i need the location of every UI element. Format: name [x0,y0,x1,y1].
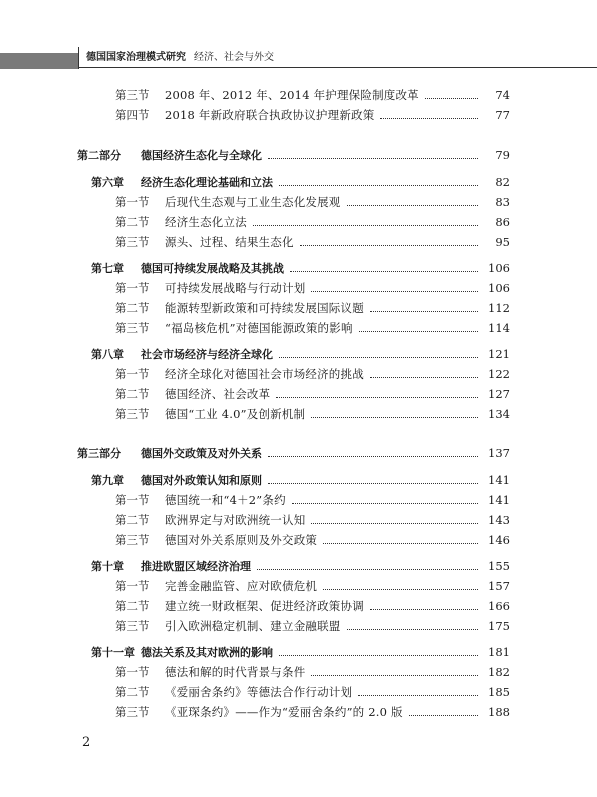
toc-chapter-row[interactable] [0,258,597,278]
toc-entry-label: 第二节 [115,599,150,613]
toc-entry-page: 143 [488,513,510,527]
toc-section-row[interactable] [0,662,597,682]
toc-entry-heading [0,234,294,250]
dot-leader [311,416,478,418]
dot-leader [268,482,478,484]
toc-entry-heading [0,320,353,336]
toc-entry-title: 德国“工业 4.0”及创新机制 [165,407,306,421]
dot-leader [370,376,478,378]
toc-section-row[interactable] [0,232,597,252]
toc-entry-page: 106 [488,281,510,295]
toc-entry-heading [0,684,352,700]
toc-section-row[interactable] [0,105,597,125]
dot-leader [253,224,478,226]
toc-entry-title: 德国外交政策及对外关系 [141,447,262,460]
toc-entry-page: 141 [488,473,510,487]
toc-entry-title: 建立统一财政框架、促进经济政策协调 [165,599,364,613]
toc-entry-label: 第一节 [115,579,150,593]
toc-entry-title: 后现代生态观与工业生态化发展观 [165,195,341,209]
toc-entry-page: 134 [488,407,510,421]
toc-entry-page: 106 [488,261,510,275]
dot-leader [323,542,478,544]
toc-entry-page: 95 [495,235,510,249]
toc-entry-title: 德法和解的时代背景与条件 [165,665,306,679]
book-title: 德国国家治理模式研究 [86,52,186,63]
toc-entry-title: 德国可持续发展战略及其挑战 [141,262,284,275]
toc-entry-page: 182 [488,665,510,679]
dot-leader [268,157,478,159]
toc-section-row[interactable] [0,278,597,298]
toc-entry-title: 经济全球化对德国社会市场经济的挑战 [165,367,364,381]
toc-entry-label: 第十一章 [91,646,135,659]
toc-entry-label: 第十章 [91,560,124,573]
toc-entry-heading [0,107,374,123]
dot-leader [323,588,478,590]
dot-leader [409,714,478,716]
toc-entry-title: 德国对外关系原则及外交政策 [165,533,318,547]
dot-leader [279,184,478,186]
toc-chapter-row[interactable] [0,556,597,576]
dot-leader [290,270,478,272]
toc-entry-heading [0,87,419,103]
dot-leader [311,522,478,524]
toc-entry-heading [0,644,273,660]
toc-entry-title: 引入欧洲稳定机制、建立金融联盟 [165,619,341,633]
toc-entry-title: 《爱丽舍条约》等德法合作行动计划 [165,685,353,699]
toc-entry-title: 经济生态化理论基础和立法 [141,176,273,189]
toc-entry-heading [0,492,286,508]
dot-leader [268,455,478,457]
toc-entry-page: 127 [488,387,510,401]
toc-entry-label: 第三节 [115,235,150,249]
toc-entry-heading [0,194,341,210]
toc-entry-page: 74 [495,88,510,102]
toc-entry-title: 德国经济生态化与全球化 [141,149,262,162]
toc-entry-page: 157 [488,579,510,593]
toc-section-row[interactable] [0,85,597,105]
toc-entry-title: 《亚琛条约》——作为“爱丽舍条约”的 2.0 版 [165,705,403,719]
toc-entry-label: 第一节 [115,665,150,679]
toc-section-row[interactable] [0,510,597,530]
toc-entry-page: 122 [488,367,510,381]
toc-section-row[interactable] [0,702,597,722]
toc-entry-title: 经济生态化立法 [165,215,247,229]
toc-entry-label: 第三节 [115,533,150,547]
toc-entry-title: 德国对外政策认知和原则 [141,474,262,487]
toc-entry-page: 175 [488,619,510,633]
toc-chapter-row[interactable] [0,172,597,192]
dot-leader [292,502,478,504]
toc-entry-label: 第二节 [115,215,150,229]
toc-entry-page: 155 [488,559,510,573]
toc-entry-heading [0,512,305,528]
dot-leader [370,608,478,610]
toc-entry-page: 141 [488,493,510,507]
toc-entry-title: 2018 年新政府联合执政协议护理新政策 [165,108,375,122]
toc-entry-title: “福岛核危机”对德国能源政策的影响 [165,321,353,335]
toc-entry-heading [0,598,364,614]
toc-entry-page: 188 [488,705,510,719]
toc-entry-page: 114 [488,321,510,335]
dot-leader [276,396,478,398]
toc-entry-title: 欧洲界定与对欧洲统一认知 [165,513,306,527]
toc-section-row[interactable] [0,576,597,596]
toc-entry-title: 可持续发展战略与行动计划 [165,281,306,295]
toc-entry-label: 第三节 [115,88,150,102]
toc-entry-label: 第八章 [91,348,124,361]
toc-entry-heading [0,300,364,316]
toc-entry-heading [0,260,284,276]
dot-leader [279,654,478,656]
toc-entry-heading [0,664,305,680]
toc-entry-label: 第一节 [115,195,150,209]
toc-entry-label: 第三节 [115,321,150,335]
toc-entry-heading [0,386,270,402]
toc-entry-heading [0,366,364,382]
toc-entry-heading [0,280,305,296]
dot-leader [311,674,478,676]
toc-entry-heading [0,406,305,422]
toc-entry-label: 第七章 [91,262,124,275]
toc-section-row[interactable] [0,298,597,318]
toc-entry-page: 83 [495,195,510,209]
dot-leader [300,244,478,246]
toc-entry-page: 79 [495,148,510,162]
dot-leader [257,568,478,570]
toc-section-row[interactable] [0,404,597,424]
header-gray-bar [0,53,78,69]
dot-leader [279,356,478,358]
toc-entry-label: 第二节 [115,685,150,699]
header-rule [78,67,597,68]
dot-leader [359,330,478,332]
toc-section-row[interactable] [0,616,597,636]
toc-entry-label: 第二节 [115,387,150,401]
toc-entry-title: 社会市场经济与经济全球化 [141,348,273,361]
dot-leader [311,290,478,292]
toc-entry-page: 112 [488,301,510,315]
page-number: 2 [82,735,91,750]
toc-entry-label: 第三部分 [77,447,121,460]
toc-entry-page: 137 [488,446,510,460]
book-subtitle: 经济、社会与外交 [194,52,274,63]
toc-entry-heading [0,472,262,488]
toc-entry-label: 第六章 [91,176,124,189]
toc-entry-page: 185 [488,685,510,699]
toc-entry-heading [0,532,317,548]
toc-section-row[interactable] [0,596,597,616]
toc-entry-heading [0,214,247,230]
dot-leader [347,628,479,630]
toc-entry-label: 第二节 [115,513,150,527]
toc-entry-title: 源头、过程、结果生态化 [165,235,294,249]
toc-entry-page: 146 [488,533,510,547]
toc-entry-title: 2008 年、2012 年、2014 年护理保险制度改革 [165,88,419,102]
toc-chapter-row[interactable] [0,642,597,662]
toc-entry-heading [0,704,403,720]
toc-entry-title: 推进欧盟区域经济治理 [141,560,251,573]
toc-entry-heading [0,174,273,190]
toc-entry-page: 166 [488,599,510,613]
toc-entry-page: 82 [495,175,510,189]
toc-entry-title: 德国经济、社会改革 [165,387,271,401]
toc-entry-heading [0,558,251,574]
toc-part-row[interactable] [0,443,597,463]
toc-chapter-row[interactable] [0,344,597,364]
dot-leader [358,694,478,696]
toc-section-row[interactable] [0,490,597,510]
toc-entry-heading [0,445,262,461]
dot-leader [370,310,478,312]
toc-entry-page: 121 [488,347,510,361]
toc-entry-label: 第二节 [115,301,150,315]
toc-section-row[interactable] [0,212,597,232]
toc-section-row[interactable] [0,318,597,338]
toc-entry-title: 德法关系及其对欧洲的影响 [141,646,273,659]
header-divider [78,47,79,69]
toc-entry-title: 能源转型新政策和可持续发展国际议题 [165,301,364,315]
toc-entry-page: 86 [495,215,510,229]
toc-entry-label: 第二部分 [77,149,121,162]
toc-entry-label: 第一节 [115,281,150,295]
toc-entry-label: 第三节 [115,619,150,633]
toc-entry-label: 第三节 [115,407,150,421]
toc-entry-label: 第一节 [115,493,150,507]
toc-entry-label: 第三节 [115,705,150,719]
toc-section-row[interactable] [0,192,597,212]
toc-entry-title: 德国统一和“4＋2”条约 [165,493,286,507]
toc-entry-heading [0,578,317,594]
toc-entry-heading [0,618,341,634]
toc-section-row[interactable] [0,530,597,550]
toc-entry-label: 第一节 [115,367,150,381]
toc-section-row[interactable] [0,682,597,702]
toc-section-row[interactable] [0,364,597,384]
dot-leader [425,97,478,99]
toc-entry-page: 77 [495,108,510,122]
toc-entry-heading [0,346,273,362]
running-header [86,48,274,63]
toc-entry-title: 完善金融监管、应对欧债危机 [165,579,318,593]
dot-leader [380,117,478,119]
toc-chapter-row[interactable] [0,470,597,490]
toc-part-row[interactable] [0,145,597,165]
toc-entry-heading [0,147,262,163]
toc-entry-label: 第九章 [91,474,124,487]
toc-section-row[interactable] [0,384,597,404]
dot-leader [347,204,479,206]
toc-entry-label: 第四节 [115,108,150,122]
toc-entry-page: 181 [488,645,510,659]
